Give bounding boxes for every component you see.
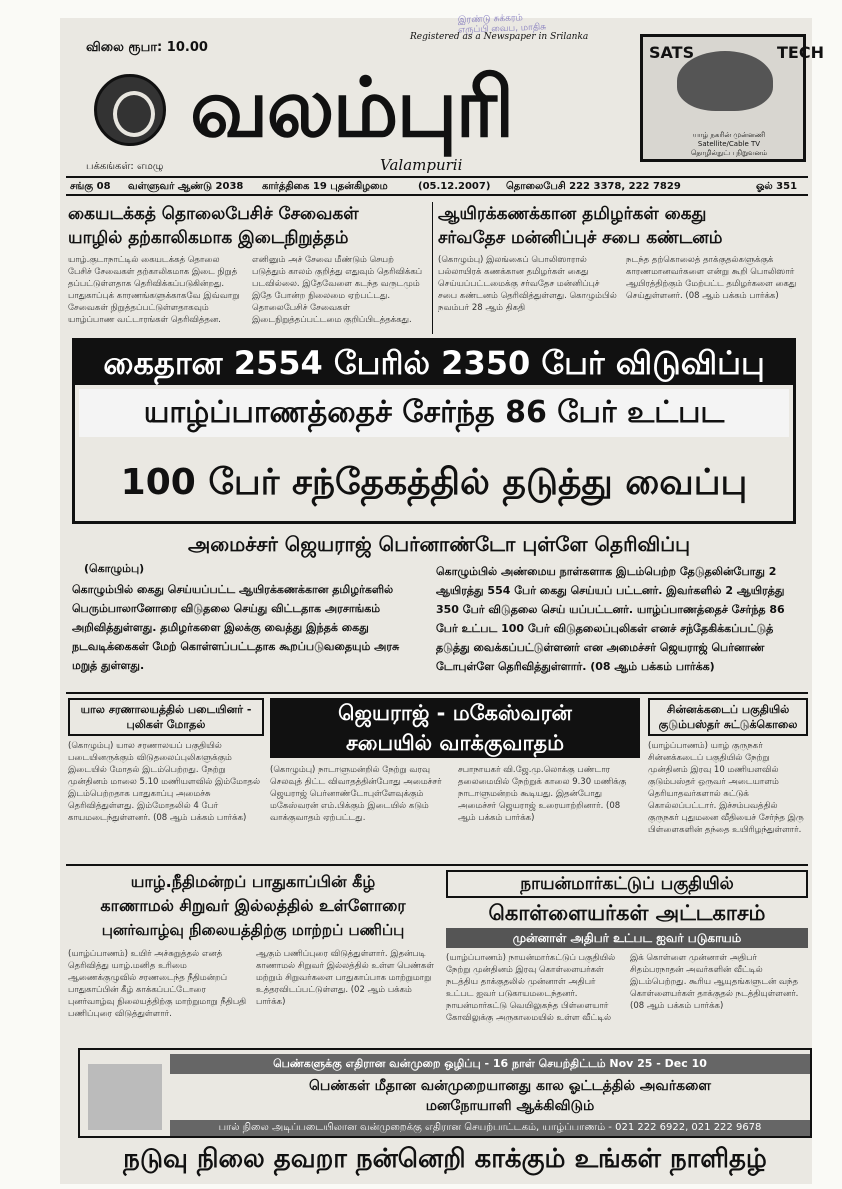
banner-line-2: யாழ்ப்பாணத்தைச் சேர்ந்த 86 பேர் உட்பட: [79, 389, 789, 437]
story1-headline-2: யாழில் தற்காலிகமாக இடைநிறுத்தம்: [68, 228, 349, 248]
robbery-headline-2: கொள்ளையர்கள் அட்டகாசம்: [488, 901, 766, 925]
lead-subhead: அமைச்சர் ஜெயராஜ் பெர்னாண்டோ புள்ளே தெரிவிப்பு: [188, 532, 690, 556]
story-parliament-argument: [270, 698, 640, 860]
parliament-col2: சபாநாயகர் வி.ஜே.மு.லொக்கு பண்டார தலைமையில் நேற்றுக் காலை 9.30 மணிக்கு நாடாளுமன்றம் கூடியது. இதன்போது அமைச்சர் ஜெயராஜ் உரையாற்றினார். (08 ஆம் பக்கம் பார்க்க): [458, 765, 627, 823]
lead-right-text: கொழும்பில் அண்மைய நாள்களாக இடம்பெற்ற தேடுதலின்போது 2 ஆயிரத்து 554 பேர் கைது செய்யப் பட்டனர். இவர்களில் 2 ஆயிரத்து 350 பேர் விடுதலை செய் யப்பட்டனர். யாழ்ப்பாணத்தைச் சேர்ந்த 86 பேர் உட்பட 100 பேர் விடுதலைப்புலிகள் எனச் சந்தேகிக்கப்பட்டுத் தடுத்து வைக்கப்பட்டுள்ளனர் என அமைச்சர் ஜெயராஜ் பெர்னாண் டோபுள்ளே தெரிவித்துள்ளார். (08 ஆம் பக்கம் பார்க்க): [436, 565, 785, 673]
robbery-col2: இக் கொள்ளை முன்னாள் அதிபர் சிதம்பரநாதன் அவர்களின் வீட்டில் இடம்பெற்றது. கூரிய ஆயுதங்களுடன் வந்த கொள்ளையர்கள் தாக்குதல் நடத்தியுள்ளனர். (08 ஆம் பக்கம் பார்க்க): [630, 953, 799, 1011]
story2-headline-2: சர்வதேச மன்னிப்புச் சபை கண்டனம்: [438, 228, 723, 248]
ad-top-band: பெண்களுக்கு எதிரான வன்முறை ஒழிப்பு - 16 நாள் செயற்திட்டம் Nov 25 - Dec 10: [170, 1054, 810, 1074]
sats-label: SATS: [649, 43, 695, 62]
robbery-col1: (யாழ்ப்பாணம்) நாயன்மார்கட்டுப் பகுதியில் நேற்று முன்தினம் இரவு கொள்ளையர்கள் நடத்திய தாக்குதலில் முன்னாள் அதிபர் உட்பட ஐவர் படுகாயமடைந்தனர். நாயன்மார்கட்டு வெயிலுகந்த பிள்ளையார் கோவிலுக்கு அருகாமையில் உள்ள வீட்டில்: [446, 953, 616, 1023]
tamil-year: வள்ளுவர் ஆண்டு 2038: [128, 181, 244, 192]
awareness-ad: [78, 1048, 812, 1138]
price-label: விலை ரூபா: 10.00: [86, 40, 208, 55]
tamil-date: கார்த்திகை 19 புதன்கிழமை: [262, 181, 388, 192]
story2-col1: (கொழும்பு) இலங்கைப் பொலிஸாரால் பல்லாயிரக் கணக்கான தமிழர்கள் கைது செய்யப்பட்டமைக்கு சர்வதேச மன்னிப்புச் சபை கண்டனம் தெரிவித்துள்ளது. கொழும்பில் நவம்பர் 28 ஆம் திகதி: [438, 255, 617, 313]
sats-info: யாழ் நகரின் முன்னணி Satellite/Cable TV தொழில்நுட்ப நிறுவனம்: [690, 131, 768, 157]
court-headline-2: காணாமல் சிறுவர் இல்லத்தில் உள்ளோரை: [100, 896, 406, 915]
shooting-body: (யாழ்ப்பாணம்) யாழ் குருநகர் சின்னக்கடைப் பகுதியில் நேற்று முன்தினம் இரவு 10 மணியளவில் குடும்பஸ்தர் ஒருவர் அடையாளம் தெரியாதவர்களால் சுட்டுக் கொல்லப்பட்டார். இச்சம்பவத்தில் குருநகர் புதுமனை வீதியைச் சேர்ந்த இரு பிள்ளைகளின் தந்தை உயிரிழந்துள்ளார்.: [648, 741, 804, 835]
satellite-dish-icon: [677, 51, 773, 111]
yala-headline: யால சரணாலயத்தில் படையினர் - புலிகள் மோதல்: [68, 698, 264, 736]
story2-col2: நடந்த தற்கொலைத் தாக்குதல்களுக்குக் காரணமானவர்களை என்று கூறி பொலிஸார் ஆயிரத்திற்கும் மேற்பட்ட தமிழர்களை கைது செய்துள்ளனர். (08 ஆம் பக்கம் பார்க்க): [626, 255, 797, 301]
house-family-icon: [88, 1064, 162, 1130]
banner-line-1: கைதான 2554 பேரில் 2350 பேர் விடுவிப்பு: [75, 341, 793, 385]
ink-stamp: இரண்டு சுக்கரம் எருப்பி வைப, மாதிசு: [457, 13, 547, 36]
parliament-headline-2: சபையில் வாக்குவாதம்: [270, 728, 640, 758]
robbery-headline-3: முன்னாள் அதிபர் உட்பட ஐவர் படுகாயம்: [446, 928, 808, 948]
parliament-col1: (கொழும்பு) நாடாளுமன்றில் நேற்று வரவு செலவுத் திட்ட விவாதத்தின்போது அமைச்சர் ஜெயராஜ் பெர்னாண்டோபுள்ளேவுக்கும் மகேஸ்வரன் எம்.பிக்கும் இடையில் கடும் வாக்குவாதம் ஏற்பட்டது.: [270, 765, 442, 823]
story-amnesty: [438, 202, 808, 336]
date: (05.12.2007): [418, 181, 491, 192]
ad-line-2: மனநோயாளி ஆக்கிவிடும்: [425, 1098, 595, 1114]
story-robbery: [446, 870, 808, 1042]
footer-slogan: நடுவு நிலை தவறா நன்னெறி காக்கும் உங்கள் நாளிதழ்: [123, 1144, 767, 1174]
court-col2: ஆகும் பணிப்புரை விடுத்துள்ளார். இதன்படி காணாமல் சிறுவர் இல்லத்தில் உள்ள பெண்கள் மற்றும் சிறுவர்களை பாதுகாப்பாக மாற்றுமாறு உத்தரவிடப்பட்டுள்ளது. (02 ஆம் பக்கம் பார்க்க): [256, 949, 435, 1007]
issue-number: ஓல் 351: [756, 181, 798, 192]
tech-label: TECH: [777, 43, 824, 62]
masthead-title: வலம்புரி: [190, 60, 513, 156]
ad-line-1: பெண்கள் மீதான வன்முறையானது கால ஓட்டத்தில் அவர்களை: [309, 1078, 711, 1094]
story-shooting: [648, 698, 808, 860]
story1-col1: யாழ்.குடாநாட்டில் கையடக்கத் தொலை பேசிச் சேவைகள் தற்காலிகமாக இடை நிறுத் தப்பட்டுள்ளதாக தெரிவிக்கப்படுகின்றது. பாதுகாப்புக் காரணங்களுக்காகவே இவ்வாறு சேவைகள் நிறுத்தப்பட்டுள்ளதாகவும் யாழ்ப்பாண வட்டாரங்கள் தெரிவித்தன.: [68, 255, 240, 325]
lead-banner: [72, 338, 796, 524]
story2-headline-1: ஆயிரக்கணக்கான தமிழர்கள் கைது: [438, 204, 707, 224]
phone: தொலைபேசி 222 3378, 222 7829: [506, 181, 681, 192]
court-headline-1: யாழ்.நீதிமன்றப் பாதுகாப்பின் கீழ்: [130, 872, 376, 891]
story1-col2: எனினும் அச் சேவை மீண்டும் செயற் படுத்தும் காலம் குறித்து எதுவும் தெரிவிக்கப் படவில்லை. இதேவேளை கடந்த வருடமும் இதே போன்ற நிலைமை ஏற்பட்டது. தொலைபேசிச் சேவைகள் இடைநிறுத்தப்பட்டமை குறிப்பிடத்தக்கது.: [252, 255, 423, 325]
court-headline-3: புனர்வாழ்வு நிலையத்திற்கு மாற்றப் பணிப்பு: [101, 921, 405, 939]
story-court-order: [68, 870, 438, 1042]
pages-label: பக்கங்கள்: எமழு: [86, 161, 164, 172]
column-divider: [432, 202, 433, 334]
ad-bottom-band: பால் நிலை அடிப்படையிலான வன்முறைக்கு எதிரான செயற்பாட்டகம், யாழ்ப்பாணம் - 021 222 6922, 021 222 9678: [170, 1120, 810, 1136]
robbery-headline-1: நாயன்மார்கட்டுப் பகுதியில்: [446, 870, 808, 898]
sats-tech-ad: [640, 34, 824, 162]
volume: சங்கு 08: [70, 181, 111, 192]
masthead-english: Valampurii: [380, 156, 463, 174]
lead-dateline: (கொழும்பு): [84, 562, 145, 575]
registration-note: Registered as a Newspaper in Srilanka: [410, 32, 589, 42]
court-col1: (யாழ்ப்பாணம்) உயிர் அச்சுறுத்தல் எனத் தெரிவித்து யாழ்.மனித உரிமை ஆணைக்குழுவில் சரணடைந்த நீதிமன்றப் பாதுகாப்பின் கீழ் காக்கப்பட்டோரை புனர்வாழ்வு நிலையத்திற்கு மாற்றுமாறு நீதிபதி பணிப்புரை விடுத்துள்ளார்.: [68, 949, 247, 1019]
yala-body: (கொழும்பு) யால சரணாலயப் பகுதியில் படையினருக்கும் விடுதலைப்புலிகளுக்கும் இடையில் மோதல் இடம்பெற்றது. நேற்று முன்தினம் மாலை 5.10 மணியளவில் இம்மோதல் இடம்பெற்றதாக பாதுகாப்பு அமைச்சு தெரிவித்துள்ளது. இம்மோதலில் 4 பேர் காயமடைந்துள்ளனர். (08 ஆம் பக்கம் பார்க்க): [68, 741, 261, 823]
parliament-headline-1: ஜெயராஜ் - மகேஸ்வரன்: [270, 698, 640, 728]
story-yala-clash: [68, 698, 264, 860]
section-divider: [66, 692, 808, 694]
banner-line-3: 100 பேர் சந்தேகத்தில் தடுத்து வைப்பு: [120, 462, 748, 503]
shooting-headline: சின்னக்கடைப் பகுதியில் குடும்பஸ்தர் சுட்டுக்கொலை: [648, 698, 808, 736]
conch-emblem-icon: [94, 74, 166, 146]
newspaper-page: [60, 13, 824, 1184]
dateline-bar: [66, 176, 808, 196]
story-mobile-suspension: [68, 202, 428, 336]
lead-left-text: கொழும்பில் கைது செய்யப்பட்ட ஆயிரக்கணக்கான தமிழர்களில் பெரும்பாலானோரை விடுதலை செய்து விட்டதாக அரசாங்கம் அறிவித்துள்ளது. தமிழர்களை இலக்கு வைத்து இந்தக் கைது நடவடிக்கைகள் மேற் கொள்ளப்பட்டதாக கூறப்படுவதையும் அரசு மறுத் துள்ளது.: [72, 583, 400, 672]
story1-headline-1: கையடக்கத் தொலைபேசிச் சேவைகள்: [68, 204, 359, 224]
section-divider-2: [66, 864, 808, 866]
